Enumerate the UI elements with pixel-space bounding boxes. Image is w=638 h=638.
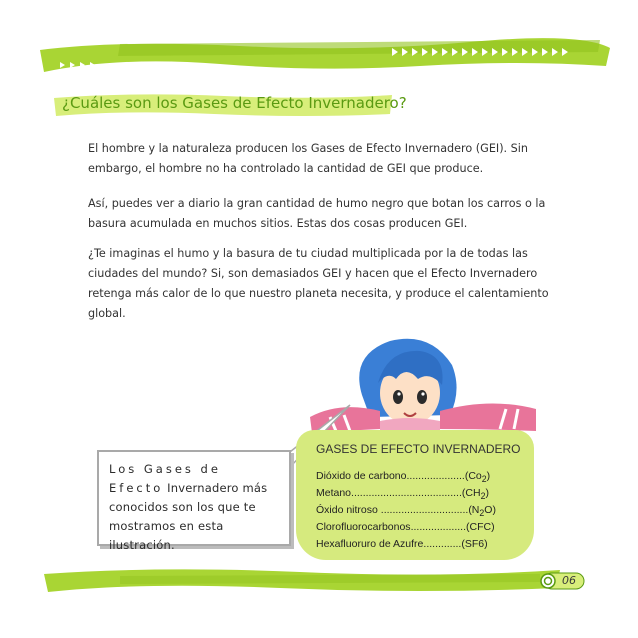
callout-box xyxy=(97,450,291,552)
gases-box-title: GASES DE EFECTO INVERNADERO xyxy=(316,442,521,456)
callout-lead: Los Gases de Efecto xyxy=(109,462,221,495)
list-item: Hexafluoruro de Azufre.............(SF6) xyxy=(316,538,488,550)
list-item: Óxido nitroso $..............................(N_2O)$ xyxy=(316,504,496,519)
gases-list xyxy=(316,468,496,553)
top-brush-stroke xyxy=(0,0,638,90)
callout-rest: Invernadero más conocidos son los que te mostramos en esta ilustración. xyxy=(109,481,268,552)
gases-box xyxy=(296,430,534,560)
page-number: 06 xyxy=(562,574,576,587)
callout-text xyxy=(109,460,281,555)
title-band xyxy=(54,92,407,118)
section-title: ¿Cuáles son los Gases de Efecto Invernadero? xyxy=(62,94,407,112)
list-item: $Metano......................................(CH_2)$ xyxy=(316,487,489,502)
page-number-badge xyxy=(538,571,588,591)
paragraph-3: ¿Te imaginas el humo y la basura de tu ciudad multiplicada por la de todas las ciudades del mundo? Si, son demasiados GEI y hacen que el Efecto Invernadero retenga más calor de lo que nuestro planeta necesita, y produce el calentamiento global. xyxy=(88,247,549,320)
list-item: Clorofluorocarbonos...................(CFC) xyxy=(316,521,495,533)
paragraph-2: Así, puedes ver a diario la gran cantidad de humo negro que botan los carros o la basura acumulada en muchos sitios. Estas dos cosas producen GEI. xyxy=(88,197,546,230)
paragraph-1: El hombre y la naturaleza producen los Gases de Efecto Invernadero (GEI). Sin embargo, el hombre no ha controlado la cantidad de GEI que produce. xyxy=(88,142,528,175)
list-item: Dióxido de $carbono....................(Co_2)$ xyxy=(316,470,491,485)
